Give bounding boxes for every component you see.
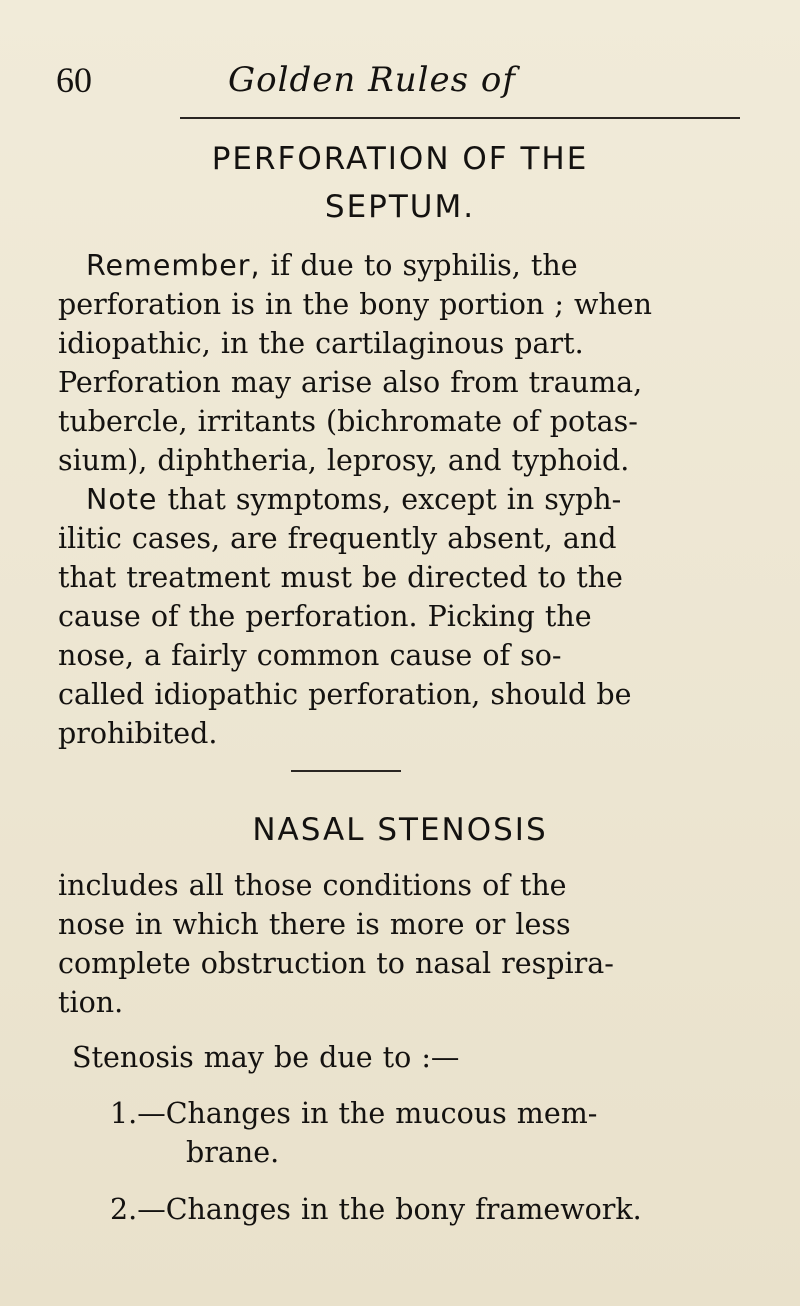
heading-line: NASAL STENOSIS bbox=[252, 812, 548, 848]
list-item: 1.—Changes in the mucous mem- bbox=[110, 1097, 598, 1130]
section-heading-perforation bbox=[0, 137, 800, 229]
paragraph-includes bbox=[58, 866, 758, 1022]
heading-line-1: PERFORATION OF THE bbox=[211, 141, 589, 177]
text-line bbox=[58, 246, 758, 285]
text-line: sium), diphtheria, leprosy, and typhoid. bbox=[58, 444, 630, 477]
paragraph-remember bbox=[58, 246, 758, 480]
section-heading-stenosis bbox=[0, 808, 800, 852]
text-line: prohibited. bbox=[58, 717, 218, 750]
lead-word: Note bbox=[86, 483, 158, 516]
text-line: nose, a fairly common cause of so- bbox=[58, 639, 562, 672]
text-line: that treatment must be directed to the bbox=[58, 561, 623, 594]
text-line: nose in which there is more or less bbox=[58, 908, 571, 941]
text-line: includes all those conditions of the bbox=[58, 869, 567, 902]
text-line: called idiopathic perforation, should be bbox=[58, 678, 632, 711]
text-line: tubercle, irritants (bichromate of potas- bbox=[58, 405, 638, 438]
running-head bbox=[0, 50, 800, 110]
text-line: complete obstruction to nasal respira- bbox=[58, 947, 614, 980]
text-line: ilitic cases, are frequently absent, and bbox=[58, 522, 617, 555]
list-item: 2.—Changes in the bony framework. bbox=[110, 1193, 642, 1226]
text-line bbox=[58, 480, 758, 519]
cause-list bbox=[58, 1094, 758, 1229]
text-line: idiopathic, in the cartilaginous part. bbox=[58, 327, 584, 360]
running-title: Golden Rules of bbox=[228, 60, 516, 100]
paragraph-stenosis-due bbox=[58, 1038, 758, 1077]
page-number: 60 bbox=[56, 60, 92, 100]
header-rule bbox=[180, 117, 740, 119]
text-run: that symptoms, except in syph- bbox=[157, 483, 622, 516]
list-item-continuation: brane. bbox=[186, 1136, 280, 1169]
section-divider bbox=[291, 770, 401, 772]
text-line: Perforation may arise also from trauma, bbox=[58, 366, 643, 399]
paragraph-note bbox=[58, 480, 758, 753]
text-line: perforation is in the bony portion ; when bbox=[58, 288, 652, 321]
lead-word: Remember, bbox=[86, 249, 261, 282]
text-run: if due to syphilis, the bbox=[260, 249, 578, 282]
text-line: cause of the perforation. Picking the bbox=[58, 600, 592, 633]
heading-line-2: SEPTUM. bbox=[324, 189, 476, 225]
text-line: tion. bbox=[58, 986, 124, 1019]
text-line: Stenosis may be due to :— bbox=[72, 1041, 460, 1074]
